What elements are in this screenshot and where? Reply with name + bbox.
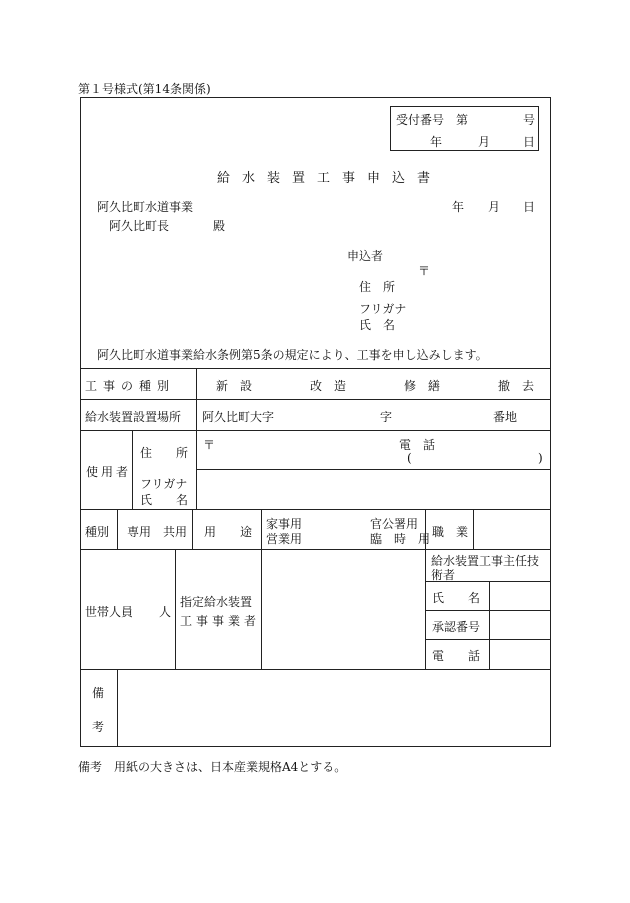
addressee-dono: 殿 — [213, 219, 226, 233]
divider-line — [196, 368, 197, 509]
applicant-furigana-label: フリガナ — [359, 302, 407, 316]
work-type-repair[interactable]: 修 繕 — [404, 379, 441, 393]
user-postal: 〒 — [203, 438, 216, 452]
remarks-char-2: 考 — [92, 720, 105, 734]
user-phone-paren-close: ) — [538, 451, 543, 465]
divider-line — [117, 509, 118, 549]
work-type-new[interactable]: 新 設 — [216, 379, 253, 393]
applicant-label: 申込者 — [347, 249, 384, 263]
receipt-go: 号 — [523, 113, 536, 127]
addressee-org: 阿久比町水道事業 — [97, 200, 194, 214]
divider-line — [80, 430, 551, 431]
divider-line — [80, 549, 551, 550]
divider-line — [261, 549, 262, 669]
receipt-dai: 第 — [456, 113, 469, 127]
divider-line — [192, 509, 193, 549]
divider-line — [80, 509, 551, 510]
work-type-label: 工事の種別 — [85, 379, 176, 393]
divider-line — [80, 669, 551, 670]
divider-line — [473, 509, 474, 549]
engineer-name-label: 氏 名 — [432, 591, 481, 605]
occupation-label: 職 業 — [432, 525, 469, 539]
receipt-year: 年 — [430, 135, 443, 149]
divider-line — [175, 549, 176, 669]
applicant-postal: 〒 — [418, 264, 431, 278]
receipt-number-label: 受付番号 — [396, 113, 445, 127]
engineer-title-line2: 術者 — [431, 568, 456, 582]
location-banchi: 番地 — [493, 410, 518, 424]
user-name-label: 氏 名 — [140, 493, 189, 507]
statement-text: 阿久比町水道事業給水条例第5条の規定により、工事を申し込みします。 — [97, 348, 488, 362]
divider-line — [196, 469, 551, 470]
divider-line — [425, 610, 551, 611]
user-phone-paren-open: ( — [407, 451, 412, 465]
category-label: 種別 — [85, 525, 110, 539]
date-year: 年 — [452, 200, 465, 214]
use-temporary[interactable]: 臨 時 用 — [370, 532, 431, 546]
category-options[interactable]: 専用 共用 — [127, 525, 188, 539]
use-business[interactable]: 営業用 — [266, 532, 303, 546]
user-label: 使用者 — [86, 465, 132, 479]
location-aza: 字 — [380, 410, 393, 424]
applicant-name-label: 氏 名 — [359, 318, 396, 332]
addressee-head: 阿久比町長 — [109, 219, 170, 233]
location-label: 給水装置設置場所 — [85, 410, 182, 424]
divider-line — [425, 639, 551, 640]
divider-line — [489, 581, 490, 669]
user-phone-label: 電 話 — [399, 438, 436, 452]
applicant-address-label: 住 所 — [359, 280, 396, 294]
remarks-char-1: 備 — [92, 686, 105, 700]
use-label: 用 途 — [204, 525, 253, 539]
work-type-removal[interactable]: 撤 去 — [498, 379, 535, 393]
work-type-remodel[interactable]: 改 造 — [310, 379, 347, 393]
engineer-approval-label: 承認番号 — [432, 620, 481, 634]
engineer-phone-label: 電 話 — [432, 649, 481, 663]
divider-line — [117, 669, 118, 747]
footer-note: 備考 用紙の大きさは、日本産業規格A4とする。 — [78, 760, 347, 774]
receipt-month: 月 — [478, 135, 491, 149]
form-title: 給水装置工事申込書 — [217, 171, 443, 186]
date-day: 日 — [523, 200, 536, 214]
form-number-label: 第１号様式(第14条関係) — [78, 82, 211, 96]
use-public-office[interactable]: 官公署用 — [370, 517, 419, 531]
date-month: 月 — [488, 200, 501, 214]
divider-line — [80, 368, 551, 369]
user-address-label: 住 所 — [140, 446, 189, 460]
divider-line — [132, 430, 133, 509]
engineer-title-line1: 給水装置工事主任技 — [431, 554, 540, 568]
contractor-label-line2: 工事事業者 — [180, 614, 261, 628]
contractor-label-line1: 指定給水装置 — [180, 595, 253, 609]
household-unit: 人 — [159, 605, 172, 619]
user-furigana-label: フリガナ — [140, 477, 188, 491]
receipt-day: 日 — [523, 135, 536, 149]
divider-line — [261, 509, 262, 549]
divider-line — [80, 399, 551, 400]
location-town: 阿久比町大字 — [202, 410, 275, 424]
household-label: 世帯人員 — [85, 605, 134, 619]
use-domestic[interactable]: 家事用 — [266, 517, 303, 531]
